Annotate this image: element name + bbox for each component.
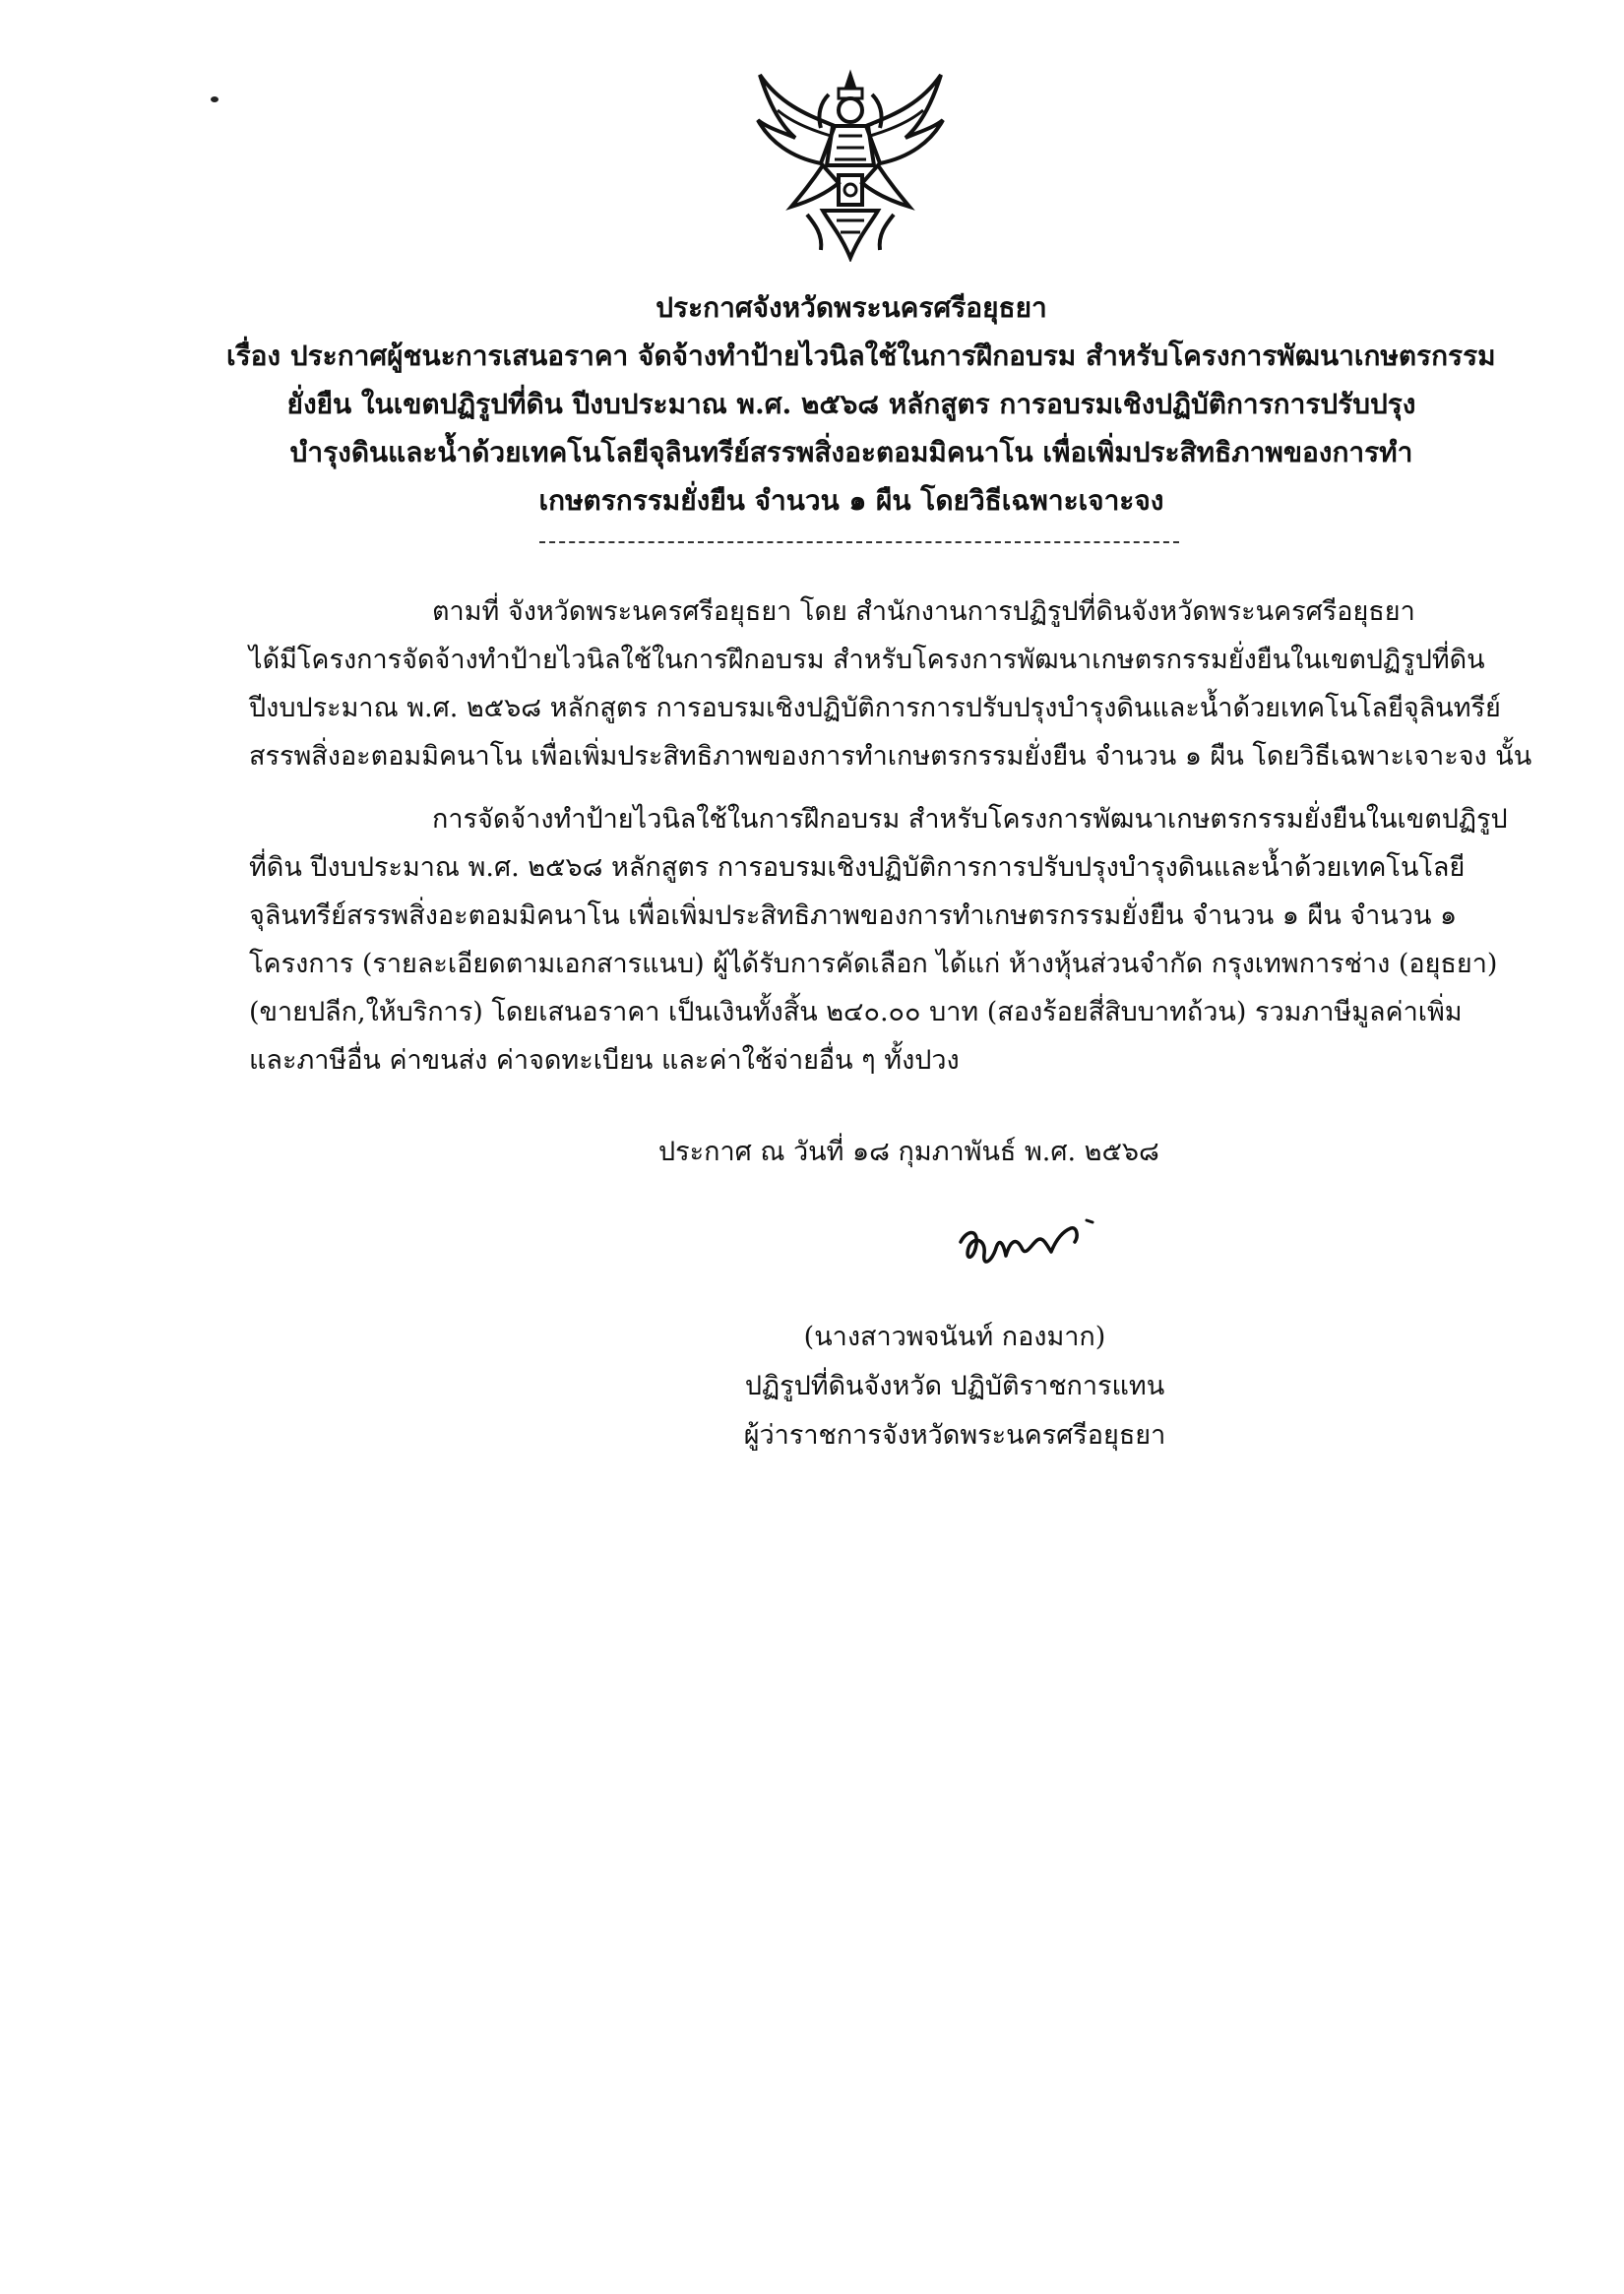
paragraph-line: (ขายปลีก,ให้บริการ) โดยเสนอราคา เป็นเงินทั้งสิ้น ๒๔๐.๐๐ บาท (สองร้อยสี่สิบบาทถ้วน) รวมภาษีมูลค่าเพิ่ม (249, 997, 1463, 1027)
signer-position: ผู้ว่าราชการจังหวัดพระนครศรีอยุธยา (743, 1420, 1166, 1451)
signer-block (718, 1313, 1191, 1460)
paragraph-line: ได้มีโครงการจัดจ้างทำป้ายไวนิลใช้ในการฝึกอบรม สำหรับโครงการพัฒนาเกษตรกรรมยั่งยืนในเขตปฏิรูปที่ดิน (249, 645, 1485, 675)
announcement-date: ประกาศ ณ วันที่ ๑๘ กุมภาพันธ์ พ.ศ. ๒๕๖๘ (658, 1137, 1159, 1167)
paragraph-line: สรรพสิ่งอะตอมมิคนาโน เพื่อเพิ่มประสิทธิภาพของการทำเกษตรกรรมยั่งยืน จำนวน ๑ ผืน โดยวิธีเฉพาะเจาะจง นั้น (249, 741, 1532, 772)
paragraph-line: จุลินทรีย์สรรพสิ่งอะตอมมิคนาโน เพื่อเพิ่มประสิทธิภาพของการทำเกษตรกรรมยั่งยืน จำนวน ๑ ผืน จำนวน ๑ (249, 900, 1458, 931)
paragraph-award (249, 795, 1508, 1085)
paragraph-background (249, 588, 1532, 780)
paragraph-line: ที่ดิน ปีงบประมาณ พ.ศ. ๒๕๖๘ หลักสูตร การอบรมเชิงปฏิบัติการการปรับปรุงบำรุงดินและน้ำด้วยเทคโนโลยี (249, 852, 1466, 883)
paragraph-line: และภาษีอื่น ค่าขนส่ง ค่าจดทะเบียน และค่าใช้จ่ายอื่น ๆ ทั้งปวง (249, 1045, 960, 1076)
paragraph-line: ตามที่ จังหวัดพระนครศรีอยุธยา โดย สำนักงานการปฏิรูปที่ดินจังหวัดพระนครศรีอยุธยา (432, 596, 1415, 627)
signer-position: ปฏิรูปที่ดินจังหวัด ปฏิบัติราชการแทน (744, 1371, 1165, 1401)
scan-mark (211, 96, 219, 102)
paragraph-line: โครงการ (รายละเอียดตามเอกสารแนบ) ผู้ได้รับการคัดเลือก ได้แก่ ห้างหุ้นส่วนจำกัด กรุงเทพการช่าง (อยุธยา) (249, 949, 1498, 979)
subject-line-3: บำรุงดินและน้ำด้วยเทคโนโลยีจุลินทรีย์สรรพสิ่งอะตอมมิคนาโน เพื่อเพิ่มประสิทธิภาพของการทำ (289, 436, 1413, 468)
handwritten-signature-icon (953, 1203, 1120, 1281)
subject-line-1: เรื่อง ประกาศผู้ชนะการเสนอราคา จัดจ้างทำป้ายไวนิลใช้ในการฝึกอบรม สำหรับโครงการพัฒนาเกษตรกรรม (226, 340, 1496, 372)
paragraph-line: ปีงบประมาณ พ.ศ. ๒๕๖๘ หลักสูตร การอบรมเชิงปฏิบัติการการปรับปรุงบำรุงดินและน้ำด้วยเทคโนโลยีจุลินทรีย์ (249, 693, 1501, 723)
signer-name: (นางสาวพจนันท์ กองมาก) (803, 1322, 1106, 1352)
announcement-title: ประกาศจังหวัดพระนครศรีอยุธยา (656, 291, 1047, 324)
announcement-header (226, 283, 1496, 525)
garuda-emblem-icon (752, 67, 949, 262)
dashed-divider (539, 541, 1179, 543)
paragraph-line: การจัดจ้างทำป้ายไวนิลใช้ในการฝึกอบรม สำหรับโครงการพัฒนาเกษตรกรรมยั่งยืนในเขตปฏิรูป (432, 804, 1508, 835)
subject-line-4: เกษตรกรรมยั่งยืน จำนวน ๑ ผืน โดยวิธีเฉพาะเจาะจง (538, 484, 1164, 517)
subject-line-2: ยั่งยืน ในเขตปฏิรูปที่ดิน ปีงบประมาณ พ.ศ. ๒๕๖๘ หลักสูตร การอบรมเชิงปฏิบัติการการปรับปรุง (286, 388, 1416, 420)
